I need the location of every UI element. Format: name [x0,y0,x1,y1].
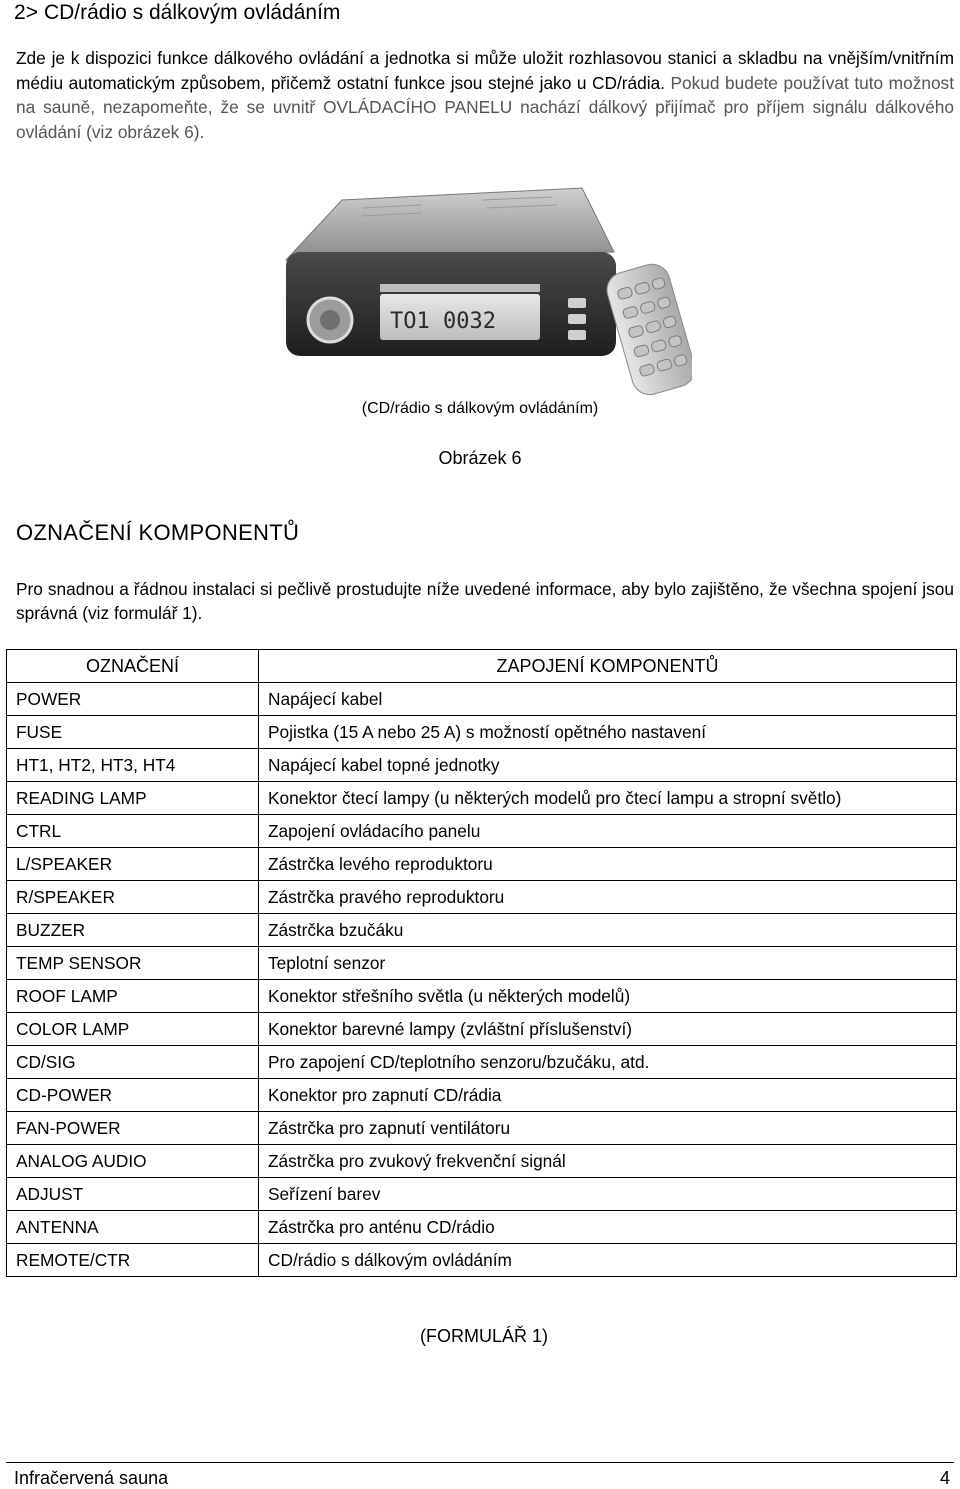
table-row [7,1112,957,1145]
component-label: L/SPEAKER [7,848,259,881]
table-row [7,1013,957,1046]
table-row [7,980,957,1013]
remote-control [603,260,692,396]
component-description: Zástrčka bzučáku [259,914,957,947]
table-row [7,1178,957,1211]
table-row [7,716,957,749]
component-label: REMOTE/CTR [7,1244,259,1277]
radio-button-2 [568,314,586,324]
footer-divider [6,1462,954,1463]
table-row [7,1079,957,1112]
table-row [7,881,957,914]
component-label: READING LAMP [7,782,259,815]
component-description: Teplotní senzor [259,947,957,980]
table-row [7,782,957,815]
heading-number: 2 [14,1,26,24]
heading-title: CD/rádio s dálkovým ovládáním [43,1,341,24]
figure-caption: Obrázek 6 [438,448,522,468]
component-description: Zástrčka pravého reproduktoru [259,881,957,914]
component-description: Zástrčka pro zvukový frekvenční signál [259,1145,957,1178]
component-label: CD-POWER [7,1079,259,1112]
form-caption: (FORMULÁŘ 1) [419,1326,548,1346]
footer-title: Infračervená sauna [14,1468,169,1488]
component-label: POWER [7,683,259,716]
component-label: ROOF LAMP [7,980,259,1013]
table-row [7,1046,957,1079]
section-paragraph: Pro snadnou a řádnou instalaci si pečlivě prostudujte níže uvedené informace, aby bylo zajištěno, že všechna spojení jsou správná (viz formulář 1). [16,579,954,623]
component-label: CD/SIG [7,1046,259,1079]
component-description: Napájecí kabel [259,683,957,716]
component-description: Konektor střešního světla (u některých modelů) [259,980,957,1013]
component-label: ANTENNA [7,1211,259,1244]
table-row [7,815,957,848]
figure-caption-sub: (CD/rádio s dálkovým ovládáním) [361,400,599,417]
table-row [7,914,957,947]
section-title: OZNAČENÍ KOMPONENTŮ [16,520,300,545]
component-description: Zástrčka levého reproduktoru [259,848,957,881]
component-description: Zástrčka pro zapnutí ventilátoru [259,1112,957,1145]
cd-radio-remote-image [282,186,692,396]
table-row [7,1244,957,1277]
section-heading [14,0,340,26]
table-row [7,947,957,980]
table-row [7,848,957,881]
radio-button-3 [568,330,586,340]
component-label: R/SPEAKER [7,881,259,914]
component-description: Seřízení barev [259,1178,957,1211]
component-description: Konektor čtecí lampy (u některých modelů pro čtecí lampu a stropní světlo) [259,782,957,815]
component-label: COLOR LAMP [7,1013,259,1046]
component-description: Napájecí kabel topné jednotky [259,749,957,782]
intro-text-a: Zde je k dispozici funkce dálkového ovládání a jednotka si může uložit rozhlasovou stanici a skladbu na vnějším/vnitřním médiu automatickým způsobem, přičemž ostatní funkce jsou stejné jako u CD/rádia. [16,48,954,93]
component-description: Konektor barevné lampy (zvláštní příslušenství) [259,1013,957,1046]
component-description: Konektor pro zapnutí CD/rádia [259,1079,957,1112]
table-row [7,1145,957,1178]
intro-paragraph [16,46,954,144]
radio-chassis-top [286,188,614,260]
component-description: CD/rádio s dálkovým ovládáním [259,1244,957,1277]
components-table [6,649,957,1277]
component-label: FUSE [7,716,259,749]
header-connection: ZAPOJENÍ KOMPONENTŮ [259,650,957,683]
component-label: BUZZER [7,914,259,947]
table-row [7,749,957,782]
component-label: HT1, HT2, HT3, HT4 [7,749,259,782]
component-label: ANALOG AUDIO [7,1145,259,1178]
table-row [7,683,957,716]
table-row [7,1211,957,1244]
component-label: CTRL [7,815,259,848]
arrow-icon: > [25,1,38,24]
intro-text-b: Pokud budete používat tuto možnost na sauně, nezapomeňte, že se uvnitř OVLÁDACÍHO PANELU nachází dálkový přijímač pro příjem signálu dálkového ovládání (viz obrázek 6). [16,72,954,142]
component-label: ADJUST [7,1178,259,1211]
radio-button-1 [568,298,586,308]
page-number: 4 [939,1468,950,1488]
component-description: Pojistka (15 A nebo 25 A) s možností opětného nastavení [259,716,957,749]
component-label: TEMP SENSOR [7,947,259,980]
table-header-row [7,650,957,683]
display-readout: TO1 0032 [390,309,496,334]
component-description: Pro zapojení CD/teplotního senzoru/bzučáku, atd. [259,1046,957,1079]
component-description: Zapojení ovládacího panelu [259,815,957,848]
component-description: Zástrčka pro anténu CD/rádio [259,1211,957,1244]
header-designation: OZNAČENÍ [7,650,259,683]
component-label: FAN-POWER [7,1112,259,1145]
